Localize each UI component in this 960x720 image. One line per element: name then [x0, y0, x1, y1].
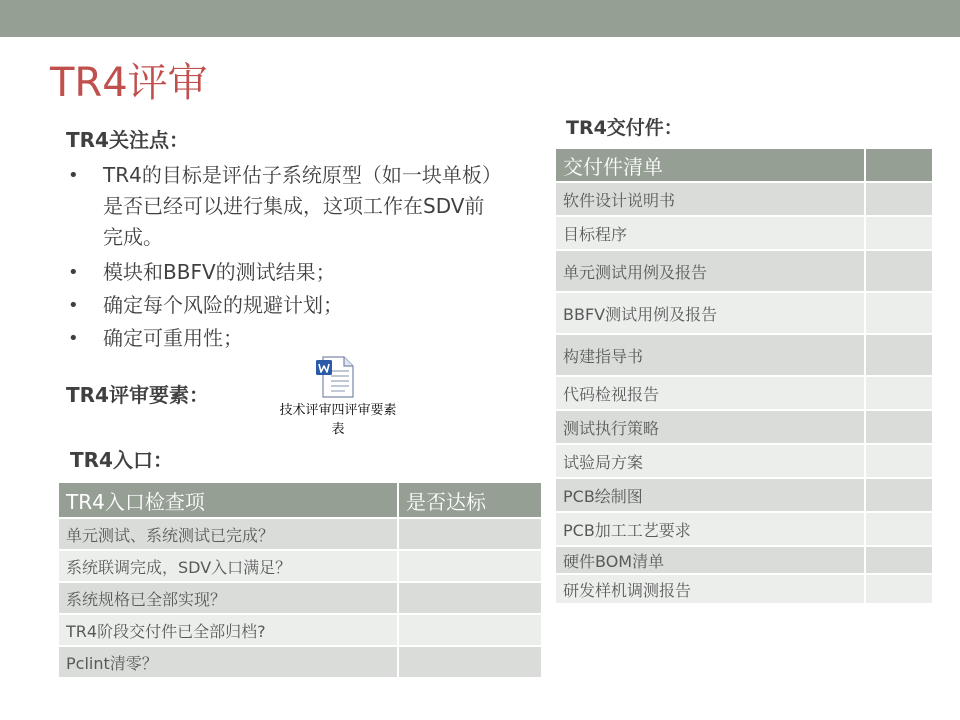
table-row [555, 182, 933, 216]
status-cell [398, 646, 542, 678]
entry-heading: TR4入口： [70, 448, 173, 472]
table-row [555, 410, 933, 444]
deliverables-heading: TR4交付件： [566, 117, 683, 139]
table-row [555, 574, 933, 604]
table-cell: Pclint清零？ [58, 646, 398, 678]
table-row [58, 582, 542, 614]
blank-cell [865, 292, 933, 334]
column-header: 交付件清单 [555, 148, 865, 182]
table-row [58, 518, 542, 550]
table-cell: 硬件BOM清单 [555, 546, 865, 574]
table-row [58, 550, 542, 582]
word-document-icon[interactable] [315, 355, 355, 399]
table-row [555, 250, 933, 292]
table-row [555, 292, 933, 334]
status-cell [398, 614, 542, 646]
table-cell: 系统联调完成，SDV入口满足？ [58, 550, 398, 582]
table-cell: 测试执行策略 [555, 410, 865, 444]
blank-cell [865, 546, 933, 574]
blank-cell [865, 216, 933, 250]
table-cell: BBFV测试用例及报告 [555, 292, 865, 334]
embedded-doc-label: 技术评审四评审要素表 [279, 403, 397, 437]
table-cell: 系统规格已全部实现？ [58, 582, 398, 614]
table-cell: 代码检视报告 [555, 376, 865, 410]
table-cell: 目标程序 [555, 216, 865, 250]
table-row [58, 614, 542, 646]
status-cell [398, 582, 542, 614]
status-cell [398, 518, 542, 550]
table-row [555, 512, 933, 546]
entry-check-table [57, 481, 543, 679]
table-cell: 构建指导书 [555, 334, 865, 376]
status-cell [398, 550, 542, 582]
blank-cell [865, 512, 933, 546]
table-cell: 单元测试、系统测试已完成？ [58, 518, 398, 550]
deliverables-table [554, 147, 934, 605]
column-header: 是否达标 [398, 482, 542, 518]
table-cell: TR4阶段交付件已全部归档? [58, 614, 398, 646]
table-cell: PCB加工工艺要求 [555, 512, 865, 546]
slide-title: TR4评审 [50, 60, 208, 106]
table-row [555, 216, 933, 250]
blank-cell [865, 444, 933, 478]
table-row [555, 444, 933, 478]
table-cell: 单元测试用例及报告 [555, 250, 865, 292]
column-header: TR4入口检查项 [58, 482, 398, 518]
bullet-item: • TR4的目标是评估子系统原型（如一块单板）是否已经可以进行集成，这项工作在SDV前完成。 [62, 160, 492, 255]
top-bar [0, 0, 960, 37]
focus-bullet-list [62, 160, 492, 356]
column-header-blank [865, 148, 933, 182]
bullet-item: • 模块和BBFV的测试结果； [62, 257, 492, 288]
table-header-row [555, 148, 933, 182]
table-row [555, 478, 933, 512]
table-cell: 试验局方案 [555, 444, 865, 478]
table-cell: 软件设计说明书 [555, 182, 865, 216]
bullet-item: • 确定可重用性； [62, 323, 492, 354]
table-cell: PCB绘制图 [555, 478, 865, 512]
table-header-row [58, 482, 542, 518]
elements-heading: TR4评审要素： [66, 383, 209, 407]
blank-cell [865, 250, 933, 292]
blank-cell [865, 478, 933, 512]
blank-cell [865, 182, 933, 216]
blank-cell [865, 376, 933, 410]
table-row [555, 546, 933, 574]
blank-cell [865, 574, 933, 604]
table-row [555, 376, 933, 410]
blank-cell [865, 334, 933, 376]
bullet-item: • 确定每个风险的规避计划； [62, 290, 492, 321]
table-row [58, 646, 542, 678]
table-cell: 研发样机调测报告 [555, 574, 865, 604]
blank-cell [865, 410, 933, 444]
table-row [555, 334, 933, 376]
focus-heading: TR4关注点： [66, 128, 189, 152]
